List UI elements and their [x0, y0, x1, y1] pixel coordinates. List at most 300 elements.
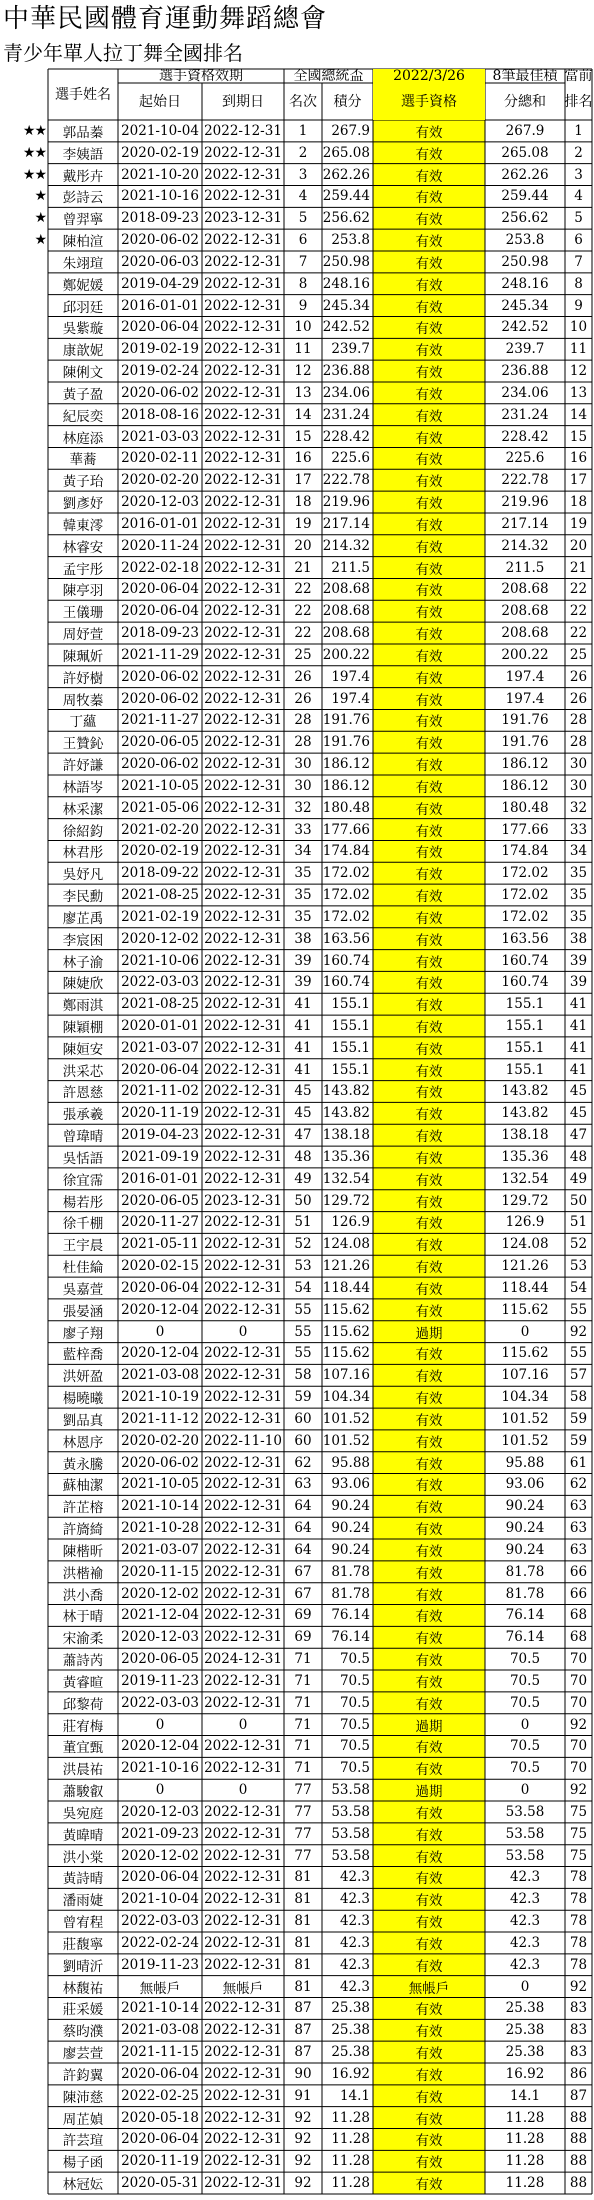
cell-start: 2021-11-15 [121, 2044, 199, 2061]
cell-rank-no: 71 [294, 1716, 312, 1733]
cell-points: 53.58 [331, 1782, 370, 1799]
cell-start: 2022-03-03 [121, 1694, 199, 1711]
cell-rank-no: 13 [294, 384, 312, 401]
star-marker-icon [0, 1823, 48, 1845]
cell-start: 2020-11-19 [121, 2153, 199, 2170]
cell-name: 康歆妮 [62, 343, 104, 360]
cell-start: 2020-11-24 [121, 537, 199, 554]
cell-start: 2020-06-04 [121, 581, 199, 598]
cell-status: 有效 [415, 2177, 443, 2194]
cell-status: 有效 [415, 1085, 443, 1102]
cell-end: 2022-12-31 [204, 581, 282, 598]
cell-start: 2021-10-19 [121, 1389, 199, 1406]
cell-rank-no: 49 [294, 1170, 312, 1187]
cell-start: 2020-12-03 [121, 1629, 199, 1646]
cell-status: 有效 [415, 1915, 443, 1932]
cell-end: 2022-12-31 [204, 428, 282, 445]
cell-status: 有效 [415, 1674, 443, 1691]
cell-current-rank: 92 [569, 1978, 588, 1995]
cell-best8: 253.8 [505, 232, 545, 249]
cell-best8: 25.38 [505, 2000, 545, 2017]
star-marker-icon [0, 1146, 48, 1168]
cell-current-rank: 63 [569, 1541, 588, 1558]
cell-best8: 25.38 [505, 2022, 545, 2039]
cell-current-rank: 28 [569, 734, 588, 751]
cell-name: 林庭添 [62, 430, 104, 447]
cell-start: 2021-08-25 [121, 887, 199, 903]
cell-rank-no: 30 [294, 777, 312, 794]
cell-end: 2022-12-31 [204, 1476, 282, 1493]
cell-end: 2022-12-31 [204, 1585, 282, 1602]
cell-status: 有效 [415, 1260, 443, 1277]
cell-points: 76.14 [331, 1629, 370, 1646]
cell-start: 2020-06-04 [121, 2065, 199, 2082]
cell-name: 林于晴 [62, 1609, 104, 1626]
star-marker-icon [0, 1517, 48, 1539]
cell-start: 2020-11-27 [121, 1214, 199, 1231]
cell-points: 267.9 [331, 122, 370, 139]
cell-start: 2019-02-24 [121, 363, 199, 380]
cell-start: 2020-06-05 [121, 1651, 199, 1668]
cell-rank-no: 41 [294, 1018, 312, 1034]
star-marker-icon [0, 819, 48, 841]
cell-start: 2020-02-11 [121, 450, 199, 467]
cell-current-rank: 22 [569, 603, 588, 620]
cell-name: 郭品蓁 [62, 124, 104, 141]
cell-name: 陳姮安 [62, 1041, 104, 1058]
star-marker-icon [0, 491, 48, 513]
cell-points: 25.38 [331, 2000, 370, 2017]
cell-end: 2022-12-31 [204, 275, 282, 292]
cell-start: 2016-01-01 [121, 1170, 199, 1187]
cell-status: 有效 [415, 1653, 443, 1670]
cell-name: 周芷媜 [62, 2111, 104, 2128]
cell-name: 陳楷昕 [62, 1543, 104, 1560]
cell-best8: 172.02 [501, 887, 549, 903]
cell-end: 2022-12-31 [204, 144, 282, 161]
cell-rank-no: 55 [294, 1323, 312, 1340]
cell-rank-no: 81 [294, 1869, 312, 1886]
cell-best8: 0 [520, 1782, 530, 1799]
cell-best8: 0 [520, 1716, 530, 1733]
star-marker-icon [0, 600, 48, 622]
cell-points: 126.9 [331, 1214, 370, 1231]
star-marker-icon: ★ [34, 210, 46, 227]
cell-best8: 172.02 [501, 908, 549, 925]
cell-rank-no: 55 [294, 1345, 312, 1362]
cell-end: 2022-12-31 [204, 472, 282, 489]
cell-best8: 239.7 [505, 341, 545, 358]
cell-status: 有效 [415, 627, 443, 644]
cell-current-rank: 92 [569, 1323, 588, 1340]
header-best8: 8筆最佳積 [492, 69, 558, 83]
cell-best8: 191.76 [501, 734, 549, 751]
cell-end: 2022-12-31 [204, 799, 282, 816]
cell-rank-no: 41 [294, 1061, 312, 1078]
cell-name: 陳婕欣 [62, 976, 104, 993]
cell-points: 174.84 [322, 843, 370, 860]
cell-current-rank: 9 [574, 297, 583, 314]
cell-points: 186.12 [322, 777, 370, 794]
cell-best8: 197.4 [505, 668, 545, 685]
cell-points: 25.38 [331, 2044, 370, 2061]
cell-status: 有效 [415, 1543, 443, 1560]
cell-status: 有效 [415, 801, 443, 818]
star-marker-icon [0, 644, 48, 666]
cell-best8: 250.98 [501, 253, 549, 270]
star-marker-icon [0, 775, 48, 797]
cell-end: 2022-12-31 [204, 1345, 282, 1362]
cell-status: 有效 [415, 234, 443, 251]
cell-best8: 217.14 [501, 515, 549, 532]
cell-name: 林馥祐 [62, 1980, 104, 1997]
star-marker-icon [0, 316, 48, 338]
cell-points: 104.34 [322, 1389, 370, 1406]
cell-end: 2022-12-31 [204, 1236, 282, 1253]
cell-rank-no: 48 [294, 1148, 312, 1165]
cell-name: 劉晴沂 [62, 1958, 104, 1975]
cell-rank-no: 39 [294, 974, 312, 991]
cell-start: 2020-12-02 [121, 1847, 199, 1864]
cell-rank-no: 32 [294, 799, 312, 816]
cell-current-rank: 41 [569, 1061, 588, 1078]
cell-end: 2022-12-31 [204, 756, 282, 773]
star-marker-icon [0, 1255, 48, 1277]
cell-name: 李民勳 [62, 889, 104, 905]
cell-points: 70.5 [339, 1738, 370, 1755]
cell-points: 118.44 [322, 1279, 370, 1296]
cell-start: 2019-11-23 [121, 1956, 199, 1973]
cell-name: 蕭詩芮 [62, 1653, 104, 1670]
star-marker-icon [0, 360, 48, 382]
cell-status: 有效 [415, 1631, 443, 1648]
cell-current-rank: 88 [569, 2131, 588, 2148]
cell-end: 0 [238, 1323, 248, 1340]
cell-status: 有效 [415, 124, 443, 141]
cell-current-rank: 86 [569, 2065, 588, 2082]
cell-status: 有效 [415, 1041, 443, 1058]
cell-best8: 0 [520, 1978, 530, 1995]
cell-best8: 124.08 [501, 1236, 549, 1253]
cell-current-rank: 70 [569, 1651, 588, 1668]
cell-current-rank: 59 [569, 1432, 588, 1449]
cell-end: 2022-12-31 [204, 1803, 282, 1820]
cell-current-rank: 57 [569, 1367, 588, 1384]
cell-rank-no: 21 [294, 559, 312, 576]
cell-best8: 42.3 [509, 1891, 541, 1908]
cell-status: 有效 [415, 496, 443, 513]
cell-rank-no: 28 [294, 734, 312, 751]
cell-rank-no: 39 [294, 952, 312, 969]
page-subtitle: 青少年單人拉丁舞全國排名 [3, 41, 243, 65]
cell-start: 2021-03-08 [121, 2022, 199, 2039]
cell-end: 2022-12-31 [204, 1520, 282, 1537]
cell-current-rank: 32 [569, 799, 588, 816]
cell-current-rank: 47 [569, 1127, 588, 1144]
cell-status: 有效 [415, 1827, 443, 1844]
cell-start: 2020-02-19 [121, 843, 199, 860]
cell-end: 2022-12-31 [204, 646, 282, 663]
cell-best8: 115.62 [501, 1301, 549, 1318]
cell-best8: 42.3 [509, 1913, 541, 1930]
cell-points: 186.12 [322, 756, 370, 773]
cell-best8: 155.1 [505, 996, 545, 1013]
cell-rank-no: 92 [294, 2153, 312, 2170]
cell-end: 2022-12-31 [204, 996, 282, 1013]
cell-points: 42.3 [339, 1869, 370, 1886]
cell-status: 有效 [415, 910, 443, 927]
cell-best8: 70.5 [509, 1694, 541, 1711]
cell-status: 有效 [415, 758, 443, 775]
cell-points: 160.74 [322, 952, 370, 969]
cell-status: 有效 [415, 1565, 443, 1582]
cell-end: 2022-12-31 [204, 1105, 282, 1122]
star-marker-icon [0, 884, 48, 906]
star-marker-icon [0, 2107, 48, 2129]
cell-start: 0 [155, 1716, 165, 1733]
cell-name: 黃子珆 [62, 474, 104, 491]
cell-end: 0 [238, 1782, 248, 1799]
cell-best8: 90.24 [505, 1498, 545, 1515]
star-marker-icon [0, 273, 48, 295]
cell-current-rank: 48 [569, 1148, 588, 1165]
cell-best8: 180.48 [501, 799, 549, 816]
cell-best8: 107.16 [501, 1367, 549, 1384]
cell-name: 鄭雨淇 [62, 998, 104, 1015]
cell-end: 2022-12-31 [204, 1563, 282, 1580]
cell-start: 0 [155, 1782, 165, 1799]
star-marker-icon [0, 666, 48, 688]
cell-current-rank: 70 [569, 1672, 588, 1689]
cell-start: 2021-09-19 [121, 1148, 199, 1165]
cell-points: 155.1 [331, 1039, 370, 1056]
star-marker-icon [0, 1474, 48, 1496]
cell-name: 林語岑 [62, 779, 104, 796]
cell-end: 2022-12-31 [204, 603, 282, 620]
cell-best8: 42.3 [509, 1869, 541, 1886]
cell-current-rank: 5 [574, 210, 583, 227]
cell-start: 2020-06-02 [121, 756, 199, 773]
cell-end: 2022-12-31 [204, 1913, 282, 1930]
cell-rank-no: 87 [294, 2044, 312, 2061]
cell-best8: 228.42 [501, 428, 549, 445]
header-start-date: 起始日 [139, 93, 181, 110]
cell-points: 42.3 [339, 1956, 370, 1973]
cell-name: 蕭駿叡 [62, 1784, 104, 1801]
cell-points: 11.28 [331, 2131, 370, 2148]
cell-current-rank: 68 [569, 1629, 588, 1646]
cell-name: 吳恬語 [62, 1150, 104, 1167]
cell-current-rank: 50 [569, 1192, 588, 1209]
cell-name: 黃永騰 [62, 1456, 104, 1473]
cell-status: 有效 [415, 1696, 443, 1713]
cell-rank-no: 54 [294, 1279, 312, 1296]
cell-start: 2020-06-04 [121, 319, 199, 336]
cell-status: 有效 [415, 517, 443, 534]
cell-points: 197.4 [331, 668, 370, 685]
cell-rank-no: 14 [294, 406, 312, 423]
cell-name: 廖子翔 [62, 1325, 104, 1342]
cell-rank-no: 35 [294, 887, 312, 903]
cell-rank-no: 26 [294, 690, 312, 707]
cell-best8: 81.78 [505, 1563, 545, 1580]
cell-end: 2022-12-31 [204, 341, 282, 358]
cell-end: 2022-11-10 [204, 1432, 282, 1449]
cell-status: 有效 [415, 1849, 443, 1866]
cell-current-rank: 54 [569, 1279, 588, 1296]
cell-status: 無帳戶 [408, 1980, 450, 1997]
cell-status: 有效 [415, 736, 443, 753]
star-marker-icon [0, 731, 48, 753]
star-marker-icon [0, 251, 48, 273]
cell-end: 0 [238, 1716, 248, 1733]
cell-current-rank: 35 [569, 887, 588, 903]
cell-best8: 126.9 [505, 1214, 545, 1231]
header-presidents-cup: 全國總統盃 [293, 69, 364, 83]
cell-start: 2021-10-28 [121, 1520, 199, 1537]
cell-end: 2023-12-31 [204, 210, 282, 227]
cell-status: 有效 [415, 146, 443, 163]
cell-name: 潘雨婕 [62, 1893, 104, 1910]
cell-end: 2022-12-31 [204, 1847, 282, 1864]
star-marker-icon [0, 1408, 48, 1430]
cell-end: 2022-12-31 [204, 1018, 282, 1034]
cell-points: 90.24 [331, 1520, 370, 1537]
cell-start: 2021-10-16 [121, 188, 199, 205]
cell-name: 徐紹鈞 [62, 823, 104, 840]
star-marker-icon [0, 1648, 48, 1670]
cell-start: 2021-10-04 [121, 1891, 199, 1908]
cell-end: 2022-12-31 [204, 1498, 282, 1515]
cell-rank-no: 12 [294, 363, 312, 380]
cell-name: 許恩慈 [62, 1085, 104, 1102]
cell-end: 2022-12-31 [204, 494, 282, 511]
cell-points: 11.28 [331, 2175, 370, 2192]
star-marker-icon [0, 950, 48, 972]
cell-start: 2020-12-04 [121, 1301, 199, 1318]
cell-status: 有效 [415, 2155, 443, 2172]
cell-best8: 76.14 [505, 1629, 545, 1646]
cell-start: 2020-06-03 [121, 253, 199, 270]
star-marker-icon: ★★ [22, 166, 46, 183]
header-current: 當前 [565, 69, 592, 83]
cell-start: 2020-06-02 [121, 232, 199, 249]
cell-name: 許妤樹 [62, 670, 104, 687]
cell-end: 2022-12-31 [204, 1760, 282, 1777]
cell-status: 有效 [415, 277, 443, 294]
cell-status: 有效 [415, 648, 443, 665]
cell-best8: 11.28 [505, 2153, 545, 2170]
cell-status: 有效 [415, 190, 443, 207]
cell-points: 81.78 [331, 1585, 370, 1602]
cell-name: 廖芷禹 [62, 910, 104, 927]
cell-end: 2022-12-31 [204, 1061, 282, 1078]
cell-start: 2020-05-18 [121, 2109, 199, 2126]
cell-rank-no: 45 [294, 1083, 312, 1100]
cell-status: 有效 [415, 1587, 443, 1604]
cell-end: 2022-12-31 [204, 865, 282, 882]
cell-best8: 256.62 [501, 210, 549, 227]
cell-rank-no: 16 [294, 450, 312, 467]
cell-current-rank: 39 [569, 952, 588, 969]
header-best8-sum: 分總和 [504, 93, 546, 110]
star-marker-icon [0, 862, 48, 884]
cell-status: 有效 [415, 932, 443, 949]
cell-name: 蔡昀濮 [62, 2024, 104, 2041]
cell-name: 劉彥妤 [62, 496, 104, 513]
cell-rank-no: 22 [294, 581, 312, 598]
cell-start: 2020-12-04 [121, 1738, 199, 1755]
cell-start: 2020-12-04 [121, 1345, 199, 1362]
cell-end: 2022-12-31 [204, 1629, 282, 1646]
cell-status: 有效 [415, 2067, 443, 2084]
cell-current-rank: 55 [569, 1345, 588, 1362]
cell-current-rank: 49 [569, 1170, 588, 1187]
cell-end: 2022-12-31 [204, 384, 282, 401]
cell-end: 2022-12-31 [204, 122, 282, 139]
cell-end: 2022-12-31 [204, 559, 282, 576]
star-marker-icon: ★ [34, 188, 46, 205]
cell-points: 177.66 [322, 821, 370, 838]
cell-points: 180.48 [322, 799, 370, 816]
cell-rank-no: 92 [294, 2175, 312, 2192]
star-marker-icon [0, 1168, 48, 1190]
cell-best8: 160.74 [501, 974, 549, 991]
cell-end: 2022-12-31 [204, 1279, 282, 1296]
cell-points: 14.1 [339, 2087, 370, 2104]
cell-name: 蘇柚潔 [62, 1478, 104, 1495]
cell-end: 2022-12-31 [204, 1127, 282, 1144]
cell-current-rank: 78 [569, 1891, 588, 1908]
cell-start: 2021-09-23 [121, 1825, 199, 1842]
cell-name: 林君彤 [62, 845, 104, 862]
cell-name: 張晏涵 [62, 1303, 104, 1320]
cell-name: 林子渝 [62, 954, 104, 971]
cell-name: 楊子函 [62, 2155, 104, 2172]
cell-points: 101.52 [322, 1432, 370, 1449]
cell-end: 2022-12-31 [204, 690, 282, 707]
cell-status: 有效 [415, 2024, 443, 2041]
cell-status: 有效 [415, 692, 443, 709]
cell-start: 2020-06-05 [121, 734, 199, 751]
cell-name: 鄭妮媛 [62, 277, 104, 294]
cell-start: 2020-12-03 [121, 494, 199, 511]
cell-points: 245.34 [322, 297, 370, 314]
cell-best8: 200.22 [501, 646, 549, 663]
cell-rank-no: 71 [294, 1672, 312, 1689]
cell-start: 2019-04-23 [121, 1127, 199, 1144]
cell-points: 53.58 [331, 1825, 370, 1842]
cell-rank-no: 19 [294, 515, 312, 532]
cell-name: 許芸瑄 [62, 2133, 104, 2150]
cell-status: 有效 [415, 255, 443, 272]
cell-rank-no: 25 [294, 646, 312, 663]
cell-start: 2018-09-23 [121, 625, 199, 642]
cell-best8: 160.74 [501, 952, 549, 969]
cell-end: 2022-12-31 [204, 1214, 282, 1231]
star-marker-icon [0, 1343, 48, 1365]
cell-current-rank: 59 [569, 1410, 588, 1427]
cell-best8: 42.3 [509, 1934, 541, 1951]
header-rank-no: 名次 [289, 93, 317, 110]
cell-points: 160.74 [322, 974, 370, 991]
cell-current-rank: 63 [569, 1498, 588, 1515]
cell-best8: 81.78 [505, 1585, 545, 1602]
cell-best8: 115.62 [501, 1345, 549, 1362]
cell-rank-no: 87 [294, 2022, 312, 2039]
cell-rank-no: 51 [294, 1214, 312, 1231]
cell-end: 2022-12-31 [204, 2044, 282, 2061]
